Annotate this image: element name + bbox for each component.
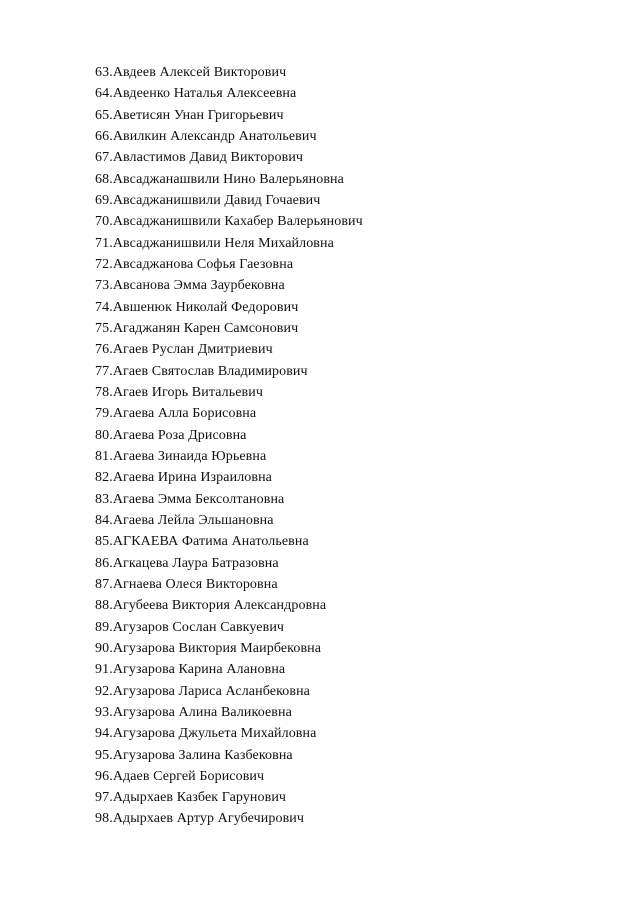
list-item-name: Агаева Эмма Бексолтановна [112,491,285,507]
list-item-name: Агаев Святослав Владимирович [112,363,308,379]
list-item [95,403,363,424]
list-item-number: 98. [95,811,113,827]
list-item-name: Агубеева Виктория Александровна [112,598,327,614]
list-item [95,382,363,403]
list-item [95,681,363,702]
list-item-name: Агузаров Сослан Савкуевич [112,619,285,635]
list-item-name: Агузарова Залина Казбековна [112,747,293,763]
list-item-name: Авсаджанова Софья Гаезовна [112,256,294,272]
list-item [95,126,363,147]
list-item-number: 69. [95,192,113,208]
list-item [95,169,363,190]
list-item [95,617,363,638]
list-item-number: 70. [95,214,113,230]
list-item [95,595,363,616]
list-item-name: Авилкин Александр Анатольевич [112,128,317,144]
list-item [95,467,363,488]
list-item-number: 88. [95,598,113,614]
list-item-number: 91. [95,662,113,678]
list-item-number: 82. [95,470,113,486]
list-item [95,361,363,382]
list-item-name: Агузарова Алина Валикоевна [112,704,292,720]
list-item-number: 92. [95,683,113,699]
list-item [95,446,363,467]
list-item-number: 73. [95,278,113,294]
list-item [95,510,363,531]
list-item-name: Адаев Сергей Борисович [112,768,265,784]
list-item-number: 90. [95,640,113,656]
list-item [95,808,363,829]
list-item-name: Агаева Роза Дрисовна [112,427,247,443]
list-item-number: 83. [95,491,113,507]
list-item-name: Агкацева Лаура Батразовна [112,555,279,571]
list-item [95,233,363,254]
list-item-name: Агузарова Джульета Михайловна [112,726,317,742]
list-item-name: АГКАЕВА Фатима Анатольевна [112,534,309,550]
list-item-number: 68. [95,171,113,187]
list-item-name: Агаев Игорь Витальевич [112,384,263,400]
list-item-name: Авшенюк Николай Федорович [112,299,299,315]
list-item [95,62,363,83]
list-item-number: 80. [95,427,113,443]
list-item [95,318,363,339]
list-item-number: 79. [95,406,113,422]
list-item [95,489,363,510]
list-item-number: 78. [95,384,113,400]
list-item-name: Агнаева Олеся Викторовна [112,576,278,592]
list-item-name: Агузарова Лариса Асланбековна [112,683,310,699]
list-item-number: 94. [95,726,113,742]
list-item-number: 75. [95,320,113,336]
list-item [95,638,363,659]
list-item [95,190,363,211]
list-item-name: Авдеенко Наталья Алексеевна [112,86,297,102]
list-item-number: 77. [95,363,113,379]
list-item-name: Авсаджанишвили Кахабер Валерьянович [112,214,363,230]
list-item-name: Агаева Зинаида Юрьевна [112,448,267,464]
list-item-name: Агузарова Карина Алановна [112,662,286,678]
list-item-number: 89. [95,619,113,635]
list-item-number: 96. [95,768,113,784]
list-item-name: Аветисян Унан Григорьевич [112,107,284,123]
list-item-name: Авсаджанишвили Неля Михайловна [112,235,334,251]
list-item-number: 66. [95,128,113,144]
list-item [95,766,363,787]
list-item-name: Адырхаев Артур Агубечирович [112,811,305,827]
list-item-name: Агаджанян Карен Самсонович [112,320,299,336]
list-item-name: Агаева Алла Борисовна [112,406,257,422]
list-item [95,574,363,595]
list-item-number: 74. [95,299,113,315]
list-item [95,297,363,318]
list-item [95,425,363,446]
list-item-number: 97. [95,790,113,806]
list-item-name: Авластимов Давид Викторович [112,150,304,166]
list-item-number: 65. [95,107,113,123]
list-item-number: 86. [95,555,113,571]
list-item-number: 95. [95,747,113,763]
name-list [95,62,363,830]
list-item-number: 63. [95,65,113,80]
list-item [95,147,363,168]
list-item [95,723,363,744]
list-item-name: Авдеев Алексей Викторович [112,65,287,80]
list-item [95,702,363,723]
list-item-number: 93. [95,704,113,720]
list-item-name: Агузарова Виктория Маирбековна [112,640,322,656]
list-item [95,211,363,232]
list-item-number: 81. [95,448,113,464]
list-item [95,745,363,766]
list-item-number: 84. [95,512,113,528]
list-item [95,553,363,574]
list-item [95,254,363,275]
list-item [95,105,363,126]
list-item [95,787,363,808]
list-item [95,339,363,360]
list-item-name: Агаева Лейла Эльшановна [112,512,274,528]
list-item-name: Авсанова Эмма Заурбековна [112,278,285,294]
list-item-number: 71. [95,235,113,251]
list-item-number: 67. [95,150,113,166]
list-item-name: Авсаджанишвили Давид Гочаевич [112,192,321,208]
list-item [95,531,363,552]
list-item-name: Агаева Ирина Израиловна [112,470,272,486]
list-item-number: 87. [95,576,113,592]
list-item-name: Адырхаев Казбек Гарунович [112,790,287,806]
list-item-name: Авсаджанашвили Нино Валерьяновна [112,171,344,187]
list-item-number: 72. [95,256,113,272]
list-item [95,659,363,680]
list-item-name: Агаев Руслан Дмитриевич [112,342,273,358]
list-item-number: 85. [95,534,113,550]
list-item-number: 76. [95,342,113,358]
list-item [95,83,363,104]
list-item-number: 64. [95,86,113,102]
list-item [95,275,363,296]
